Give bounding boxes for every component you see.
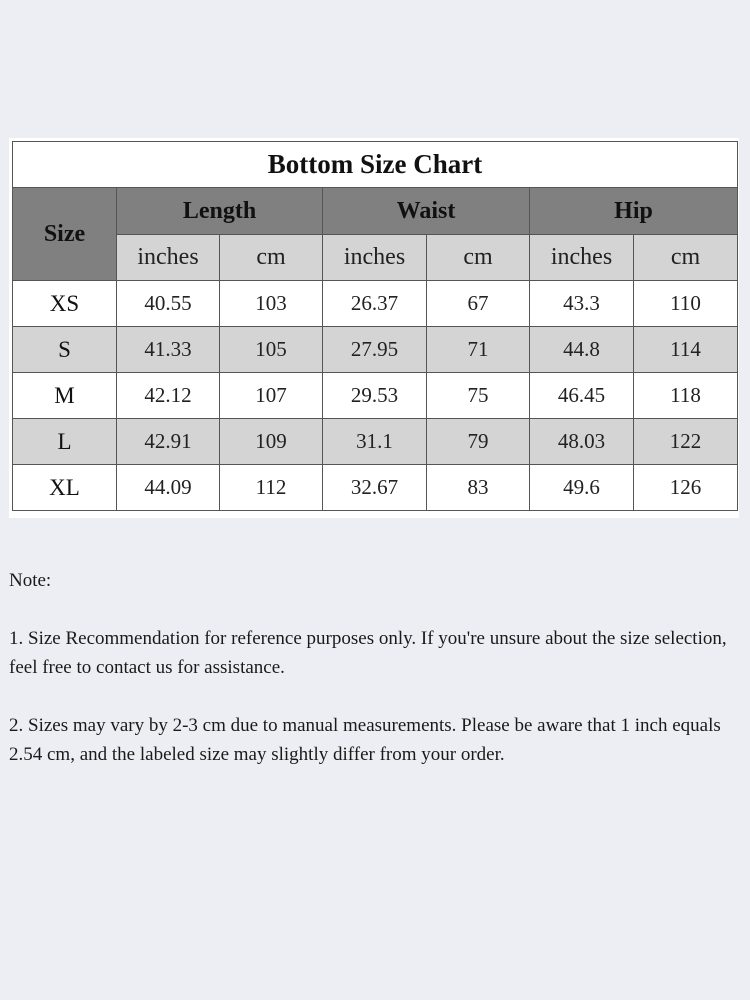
table-cell: 49.6 [530,465,634,511]
table-cell: 109 [220,419,323,465]
size-label: XL [13,465,117,511]
notes-section [9,566,739,798]
size-label: L [13,419,117,465]
length-group-header: Length [117,188,323,235]
unit-header-row [13,235,738,281]
table-cell: 44.09 [117,465,220,511]
table-cell: 43.3 [530,281,634,327]
size-column-header: Size [13,188,117,281]
unit-header: inches [530,235,634,281]
group-header-row [13,188,738,235]
size-label: M [13,373,117,419]
table-cell: 44.8 [530,327,634,373]
note-item: 1. Size Recommendation for reference purposes only. If you're unsure about the size selection, feel free to contact us for assistance. [9,628,727,678]
table-cell: 32.67 [323,465,427,511]
table-cell: 42.12 [117,373,220,419]
table-cell: 83 [427,465,530,511]
table-cell: 112 [220,465,323,511]
table-row [13,327,738,373]
table-row [13,373,738,419]
table-cell: 46.45 [530,373,634,419]
table-row [13,419,738,465]
table-cell: 75 [427,373,530,419]
size-chart-image [9,138,739,518]
notes-heading: Note: [9,570,52,591]
table-cell: 105 [220,327,323,373]
table-cell: 107 [220,373,323,419]
unit-header: cm [427,235,530,281]
table-cell: 103 [220,281,323,327]
size-label: XS [13,281,117,327]
note-item: 2. Sizes may vary by 2-3 cm due to manual measurements. Please be aware that 1 inch equals 2.54 cm, and the labeled size may slightly differ from your order. [9,715,721,765]
table-cell: 122 [634,419,738,465]
table-cell: 42.91 [117,419,220,465]
size-label: S [13,327,117,373]
table-cell: 48.03 [530,419,634,465]
table-cell: 27.95 [323,327,427,373]
table-row [13,465,738,511]
table-cell: 71 [427,327,530,373]
table-cell: 114 [634,327,738,373]
table-cell: 29.53 [323,373,427,419]
table-cell: 41.33 [117,327,220,373]
unit-header: inches [323,235,427,281]
table-cell: 26.37 [323,281,427,327]
unit-header: cm [634,235,738,281]
unit-header: inches [117,235,220,281]
unit-header: cm [220,235,323,281]
table-title-row [13,142,738,188]
table-cell: 126 [634,465,738,511]
table-cell: 110 [634,281,738,327]
hip-group-header: Hip [530,188,738,235]
table-cell: 40.55 [117,281,220,327]
waist-group-header: Waist [323,188,530,235]
table-row [13,281,738,327]
table-cell: 67 [427,281,530,327]
table-title: Bottom Size Chart [13,142,738,188]
table-cell: 31.1 [323,419,427,465]
table-cell: 79 [427,419,530,465]
table-cell: 118 [634,373,738,419]
size-chart-table [12,141,738,511]
